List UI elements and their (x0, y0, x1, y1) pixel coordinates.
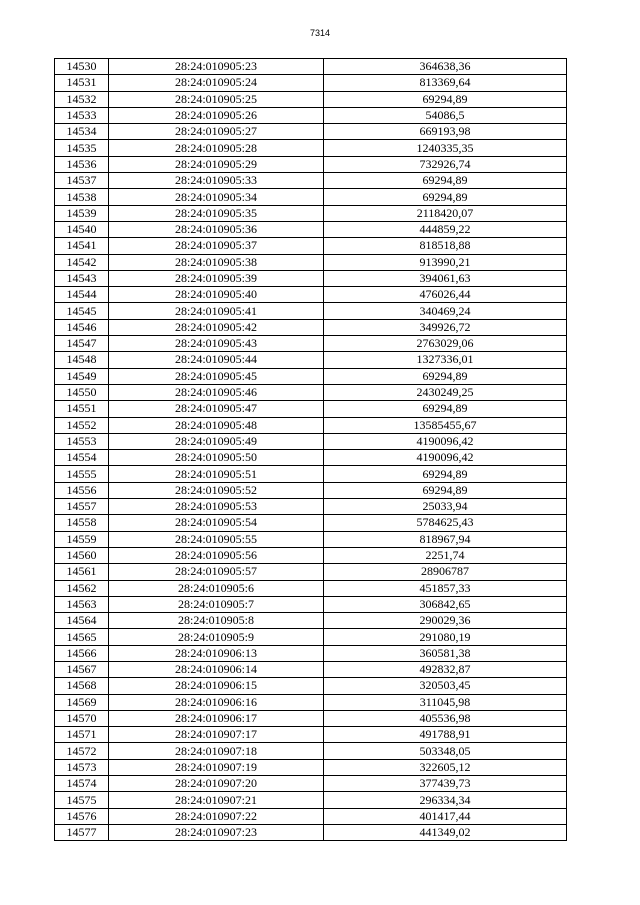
cadastral-value-cell: 291080,19 (324, 629, 567, 645)
table-row (55, 221, 567, 237)
cadastral-number-cell: 28:24:010905:55 (109, 531, 324, 547)
table-row (55, 303, 567, 319)
cadastral-number-cell: 28:24:010905:37 (109, 238, 324, 254)
table-row (55, 205, 567, 221)
cadastral-value-cell: 2118420,07 (324, 205, 567, 221)
row-number-cell: 14576 (55, 808, 109, 824)
cadastral-number-cell: 28:24:010905:41 (109, 303, 324, 319)
cadastral-number-cell: 28:24:010906:14 (109, 661, 324, 677)
table-row (55, 466, 567, 482)
cadastral-value-cell: 2251,74 (324, 547, 567, 563)
cadastral-number-cell: 28:24:010905:44 (109, 352, 324, 368)
table-row (55, 417, 567, 433)
cadastral-value-cell: 28906787 (324, 564, 567, 580)
table-row (55, 189, 567, 205)
table-row (55, 450, 567, 466)
table-row (55, 482, 567, 498)
cadastral-value-cell: 320503,45 (324, 678, 567, 694)
row-number-cell: 14571 (55, 727, 109, 743)
cadastral-value-cell: 69294,89 (324, 482, 567, 498)
cadastral-value-cell: 54086,5 (324, 107, 567, 123)
cadastral-value-cell: 290029,36 (324, 613, 567, 629)
cadastral-number-cell: 28:24:010907:19 (109, 759, 324, 775)
cadastral-number-cell: 28:24:010905:42 (109, 319, 324, 335)
row-number-cell: 14570 (55, 710, 109, 726)
cadastral-number-cell: 28:24:010907:21 (109, 792, 324, 808)
cadastral-number-cell: 28:24:010905:36 (109, 221, 324, 237)
table-row (55, 384, 567, 400)
row-number-cell: 14574 (55, 776, 109, 792)
row-number-cell: 14551 (55, 401, 109, 417)
cadastral-number-cell: 28:24:010905:24 (109, 75, 324, 91)
table-row (55, 352, 567, 368)
cadastral-number-cell: 28:24:010905:52 (109, 482, 324, 498)
table-row (55, 254, 567, 270)
row-number-cell: 14546 (55, 319, 109, 335)
cadastral-number-cell: 28:24:010905:50 (109, 450, 324, 466)
row-number-cell: 14558 (55, 515, 109, 531)
table-row (55, 173, 567, 189)
cadastral-value-cell: 4190096,42 (324, 450, 567, 466)
table-row (55, 270, 567, 286)
cadastral-value-cell: 503348,05 (324, 743, 567, 759)
table-row (55, 727, 567, 743)
table-row (55, 531, 567, 547)
cadastral-value-cell: 441349,02 (324, 824, 567, 840)
cadastral-value-cell: 405536,98 (324, 710, 567, 726)
row-number-cell: 14575 (55, 792, 109, 808)
row-number-cell: 14567 (55, 661, 109, 677)
cadastral-number-cell: 28:24:010905:29 (109, 156, 324, 172)
cadastral-value-cell: 69294,89 (324, 91, 567, 107)
cadastral-value-cell: 69294,89 (324, 189, 567, 205)
table-row (55, 107, 567, 123)
row-number-cell: 14541 (55, 238, 109, 254)
table-row (55, 368, 567, 384)
cadastral-value-cell: 818518,88 (324, 238, 567, 254)
table-body (55, 59, 567, 841)
row-number-cell: 14557 (55, 499, 109, 515)
cadastral-number-cell: 28:24:010905:39 (109, 270, 324, 286)
cadastral-number-cell: 28:24:010905:46 (109, 384, 324, 400)
row-number-cell: 14559 (55, 531, 109, 547)
cadastral-number-cell: 28:24:010905:26 (109, 107, 324, 123)
cadastral-number-cell: 28:24:010905:34 (109, 189, 324, 205)
table-row (55, 678, 567, 694)
row-number-cell: 14563 (55, 596, 109, 612)
row-number-cell: 14540 (55, 221, 109, 237)
cadastral-number-cell: 28:24:010907:23 (109, 824, 324, 840)
cadastral-number-cell: 28:24:010905:53 (109, 499, 324, 515)
table-row (55, 433, 567, 449)
cadastral-number-cell: 28:24:010905:27 (109, 124, 324, 140)
table-row (55, 59, 567, 75)
cadastral-value-cell: 69294,89 (324, 173, 567, 189)
table-row (55, 401, 567, 417)
table-row (55, 140, 567, 156)
table-row (55, 776, 567, 792)
table-row (55, 336, 567, 352)
table-row (55, 629, 567, 645)
table-row (55, 319, 567, 335)
cadastral-value-cell: 364638,36 (324, 59, 567, 75)
row-number-cell: 14552 (55, 417, 109, 433)
cadastral-value-cell: 69294,89 (324, 466, 567, 482)
cadastral-number-cell: 28:24:010905:56 (109, 547, 324, 563)
cadastral-value-cell: 491788,91 (324, 727, 567, 743)
row-number-cell: 14544 (55, 287, 109, 303)
row-number-cell: 14568 (55, 678, 109, 694)
row-number-cell: 14531 (55, 75, 109, 91)
cadastral-number-cell: 28:24:010905:28 (109, 140, 324, 156)
cadastral-number-cell: 28:24:010905:8 (109, 613, 324, 629)
table-row (55, 564, 567, 580)
cadastral-value-cell: 69294,89 (324, 368, 567, 384)
row-number-cell: 14550 (55, 384, 109, 400)
cadastral-number-cell: 28:24:010905:54 (109, 515, 324, 531)
cadastral-value-cell: 25033,94 (324, 499, 567, 515)
cadastral-number-cell: 28:24:010907:20 (109, 776, 324, 792)
cadastral-number-cell: 28:24:010905:9 (109, 629, 324, 645)
table-row (55, 156, 567, 172)
row-number-cell: 14560 (55, 547, 109, 563)
table-row (55, 613, 567, 629)
cadastral-value-cell: 69294,89 (324, 401, 567, 417)
row-number-cell: 14564 (55, 613, 109, 629)
cadastral-value-cell: 322605,12 (324, 759, 567, 775)
cadastral-number-cell: 28:24:010905:45 (109, 368, 324, 384)
row-number-cell: 14561 (55, 564, 109, 580)
cadastral-number-cell: 28:24:010906:16 (109, 694, 324, 710)
row-number-cell: 14556 (55, 482, 109, 498)
row-number-cell: 14555 (55, 466, 109, 482)
row-number-cell: 14533 (55, 107, 109, 123)
table-row (55, 743, 567, 759)
cadastral-value-cell: 451857,33 (324, 580, 567, 596)
table-row (55, 91, 567, 107)
row-number-cell: 14545 (55, 303, 109, 319)
cadastral-number-cell: 28:24:010905:7 (109, 596, 324, 612)
row-number-cell: 14532 (55, 91, 109, 107)
cadastral-number-cell: 28:24:010906:15 (109, 678, 324, 694)
cadastral-number-cell: 28:24:010905:6 (109, 580, 324, 596)
cadastral-number-cell: 28:24:010905:49 (109, 433, 324, 449)
table-row (55, 792, 567, 808)
cadastral-value-cell: 296334,34 (324, 792, 567, 808)
cadastral-number-cell: 28:24:010905:57 (109, 564, 324, 580)
table-row (55, 238, 567, 254)
row-number-cell: 14534 (55, 124, 109, 140)
row-number-cell: 14547 (55, 336, 109, 352)
row-number-cell: 14577 (55, 824, 109, 840)
row-number-cell: 14542 (55, 254, 109, 270)
row-number-cell: 14554 (55, 450, 109, 466)
cadastral-value-cell: 394061,63 (324, 270, 567, 286)
cadastral-value-cell: 476026,44 (324, 287, 567, 303)
table-row (55, 694, 567, 710)
table-row (55, 596, 567, 612)
cadastral-number-cell: 28:24:010906:13 (109, 645, 324, 661)
cadastral-value-cell: 340469,24 (324, 303, 567, 319)
cadastral-number-cell: 28:24:010905:35 (109, 205, 324, 221)
cadastral-value-cell: 1240335,35 (324, 140, 567, 156)
cadastral-value-cell: 349926,72 (324, 319, 567, 335)
row-number-cell: 14566 (55, 645, 109, 661)
table-row (55, 580, 567, 596)
cadastral-number-cell: 28:24:010905:40 (109, 287, 324, 303)
cadastral-value-cell: 311045,98 (324, 694, 567, 710)
cadastral-value-cell: 306842,65 (324, 596, 567, 612)
row-number-cell: 14549 (55, 368, 109, 384)
table-row (55, 287, 567, 303)
cadastral-number-cell: 28:24:010905:51 (109, 466, 324, 482)
row-number-cell: 14565 (55, 629, 109, 645)
cadastral-value-cell: 492832,87 (324, 661, 567, 677)
table-row (55, 75, 567, 91)
row-number-cell: 14553 (55, 433, 109, 449)
cadastral-number-cell: 28:24:010905:23 (109, 59, 324, 75)
row-number-cell: 14535 (55, 140, 109, 156)
cadastral-value-cell: 732926,74 (324, 156, 567, 172)
cadastral-value-cell: 401417,44 (324, 808, 567, 824)
row-number-cell: 14572 (55, 743, 109, 759)
row-number-cell: 14569 (55, 694, 109, 710)
cadastral-value-cell: 669193,98 (324, 124, 567, 140)
cadastral-value-cell: 818967,94 (324, 531, 567, 547)
table-row (55, 515, 567, 531)
cadastral-number-cell: 28:24:010905:25 (109, 91, 324, 107)
table-row (55, 499, 567, 515)
cadastral-value-table (54, 58, 567, 841)
row-number-cell: 14573 (55, 759, 109, 775)
row-number-cell: 14537 (55, 173, 109, 189)
cadastral-value-cell: 360581,38 (324, 645, 567, 661)
row-number-cell: 14530 (55, 59, 109, 75)
cadastral-number-cell: 28:24:010905:48 (109, 417, 324, 433)
cadastral-number-cell: 28:24:010907:18 (109, 743, 324, 759)
cadastral-value-cell: 377439,73 (324, 776, 567, 792)
cadastral-value-cell: 5784625,43 (324, 515, 567, 531)
table-row (55, 759, 567, 775)
table-row (55, 547, 567, 563)
cadastral-number-cell: 28:24:010905:33 (109, 173, 324, 189)
cadastral-number-cell: 28:24:010905:47 (109, 401, 324, 417)
table-row (55, 645, 567, 661)
cadastral-number-cell: 28:24:010907:22 (109, 808, 324, 824)
cadastral-value-cell: 1327336,01 (324, 352, 567, 368)
table-row (55, 661, 567, 677)
row-number-cell: 14562 (55, 580, 109, 596)
cadastral-value-cell: 2430249,25 (324, 384, 567, 400)
cadastral-value-cell: 913990,21 (324, 254, 567, 270)
cadastral-value-cell: 4190096,42 (324, 433, 567, 449)
cadastral-value-cell: 444859,22 (324, 221, 567, 237)
table-row (55, 808, 567, 824)
cadastral-number-cell: 28:24:010907:17 (109, 727, 324, 743)
row-number-cell: 14539 (55, 205, 109, 221)
cadastral-number-cell: 28:24:010906:17 (109, 710, 324, 726)
table-row (55, 124, 567, 140)
cadastral-number-cell: 28:24:010905:38 (109, 254, 324, 270)
cadastral-value-cell: 813369,64 (324, 75, 567, 91)
cadastral-value-cell: 2763029,06 (324, 336, 567, 352)
table-row (55, 710, 567, 726)
cadastral-value-cell: 13585455,67 (324, 417, 567, 433)
row-number-cell: 14543 (55, 270, 109, 286)
cadastral-number-cell: 28:24:010905:43 (109, 336, 324, 352)
table-row (55, 824, 567, 840)
row-number-cell: 14538 (55, 189, 109, 205)
row-number-cell: 14548 (55, 352, 109, 368)
page-number: 7314 (309, 28, 331, 38)
row-number-cell: 14536 (55, 156, 109, 172)
